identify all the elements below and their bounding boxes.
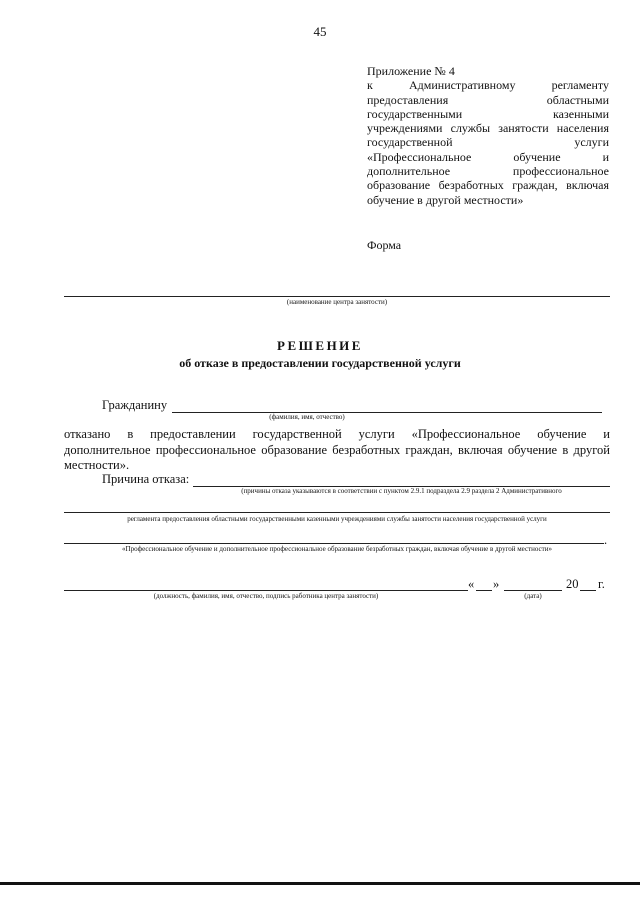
document-subtitle: об отказе в предоставлении государственной услуги bbox=[179, 356, 461, 370]
appendix-line: дополнительное профессиональное bbox=[367, 164, 609, 179]
appendix-line: к Административному регламенту bbox=[367, 78, 609, 93]
date-close-quote: » bbox=[493, 577, 500, 591]
bottom-border bbox=[0, 882, 640, 885]
date-year-suffix: г. bbox=[598, 577, 605, 591]
document-title: РЕШЕНИЕ bbox=[277, 338, 363, 353]
appendix-line: Приложение № 4 bbox=[367, 64, 455, 78]
decision-line: дополнительное профессиональное образование безработных граждан, включая обучение в другой bbox=[64, 442, 610, 457]
appendix-line: образование безработных граждан, включая bbox=[367, 178, 609, 193]
appendix-line: государственными казенными bbox=[367, 106, 609, 121]
reason-label: Причина отказа: bbox=[102, 472, 190, 486]
date-caption: (дата) bbox=[524, 592, 542, 600]
decision-line: отказано в предоставлении государственной услуги «Профессиональное обучение и bbox=[64, 427, 610, 441]
date-year-line bbox=[580, 590, 596, 591]
decision-text bbox=[64, 427, 610, 474]
center-name-line bbox=[64, 296, 610, 297]
signature-line bbox=[64, 590, 468, 591]
reason-period: . bbox=[604, 533, 608, 547]
appendix-line: государственной услуги bbox=[367, 135, 609, 150]
citizen-label: Гражданину bbox=[102, 398, 168, 412]
appendix-line: обучение в другой местности» bbox=[367, 192, 524, 207]
decision-line: местности». bbox=[64, 458, 130, 472]
appendix-line: предоставления областными bbox=[367, 92, 609, 107]
reason-caption-3: «Профессиональное обучение и дополнительное профессиональное образование безработных граждан, включая обучение в другой местности» bbox=[122, 545, 552, 553]
reason-line-2 bbox=[64, 512, 610, 513]
center-name-caption: (наименование центра занятости) bbox=[286, 298, 388, 306]
appendix-line: «Профессиональное обучение и bbox=[367, 149, 609, 164]
reason-caption-2: регламента предоставления областными государственными казенными учреждениями службы занятости населения государственной услуги bbox=[127, 515, 547, 523]
form-label: Форма bbox=[367, 238, 402, 252]
date-year-prefix: 20 bbox=[566, 577, 579, 591]
citizen-name-caption: (фамилия, имя, отчество) bbox=[269, 413, 345, 421]
page-number: 45 bbox=[313, 24, 327, 39]
appendix-block bbox=[367, 64, 609, 207]
date-month-line bbox=[504, 590, 562, 591]
appendix-line: учреждениями службы занятости населения bbox=[367, 121, 609, 136]
reason-caption-1: (причины отказа указываются в соответствии с пунктом 2.9.1 подраздела 2.9 раздела 2 Административного bbox=[241, 487, 562, 495]
date-open-quote: « bbox=[468, 577, 475, 591]
date-day-line bbox=[476, 590, 492, 591]
signature-caption: (должность, фамилия, имя, отчество, подпись работника центра занятости) bbox=[153, 592, 379, 600]
reason-line-3 bbox=[64, 543, 604, 544]
